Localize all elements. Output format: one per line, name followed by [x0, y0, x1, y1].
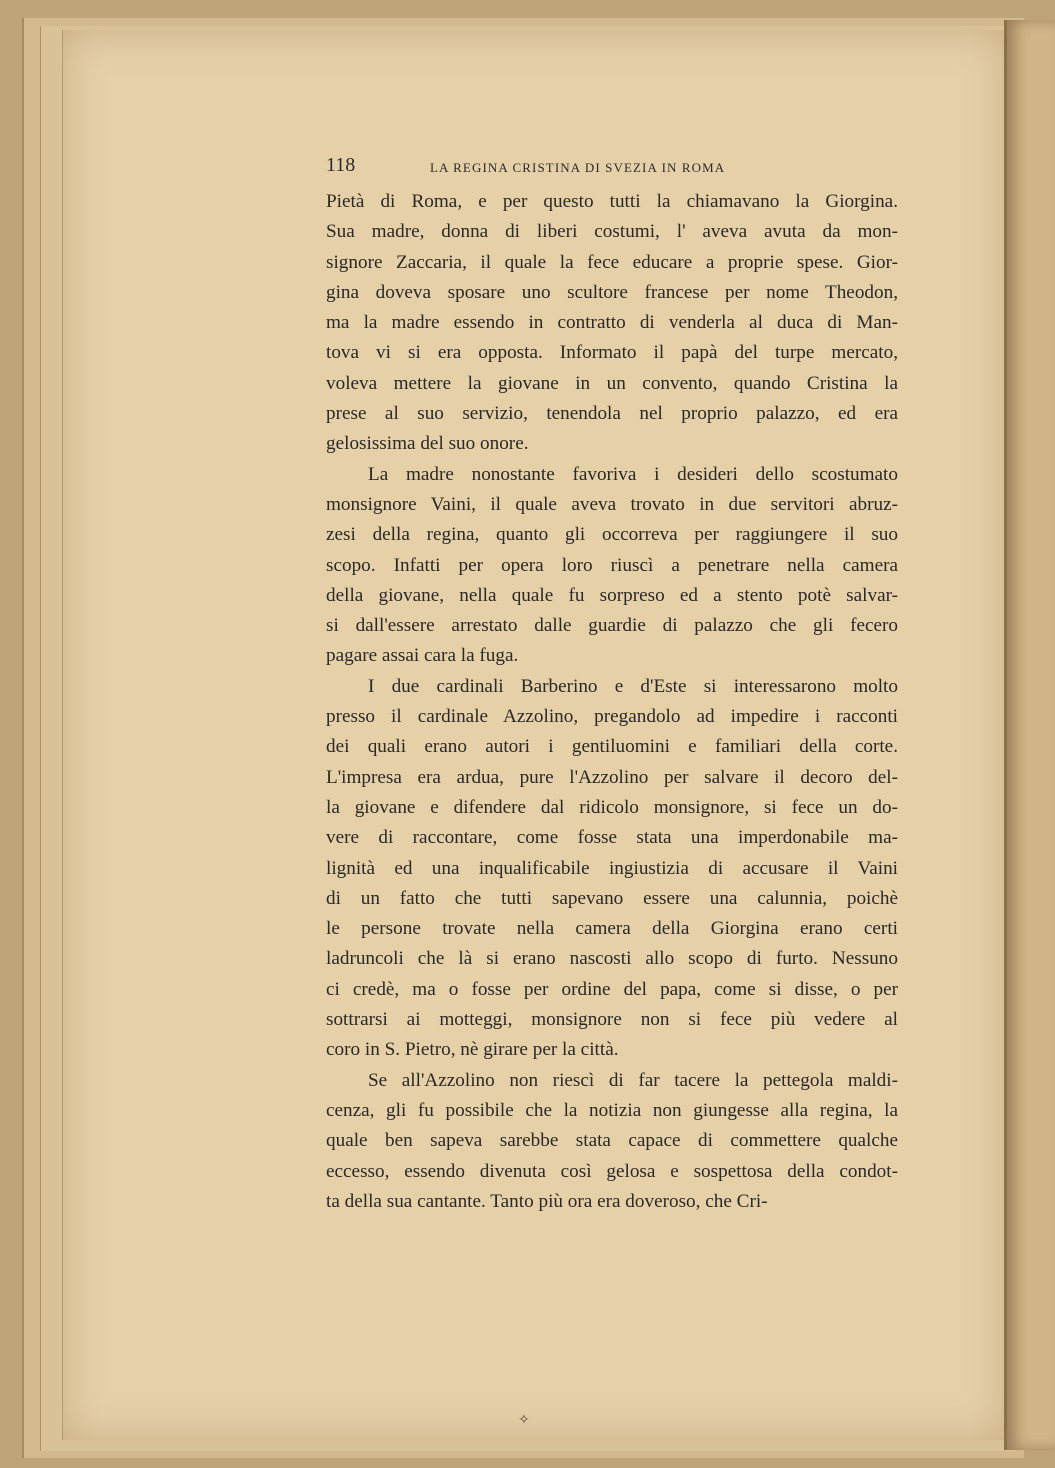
page-header	[326, 154, 901, 184]
text-line: della giovane, nella quale fu sorpreso ed a stento potè salvar-	[326, 584, 898, 606]
text-line: prese al suo servizio, tenendola nel proprio palazzo, ed era	[326, 403, 898, 425]
text-line: signore Zaccaria, il quale la fece educare a proprie spese. Gior-	[326, 251, 898, 273]
ink-speck-decoration: ✧	[518, 1412, 530, 1428]
body-text	[326, 187, 898, 1217]
text-line: gelosissima del suo onore.	[326, 433, 529, 455]
text-line: voleva mettere la giovane in un convento, quando Cristina la	[326, 372, 898, 394]
text-line: La madre nonostante favoriva i desideri dello scostumato	[368, 463, 898, 485]
text-line: monsignore Vaini, il quale aveva trovato in due servitori abruz-	[326, 493, 898, 515]
text-line: ta della sua cantante. Tanto più ora era doveroso, che Cri-	[326, 1190, 768, 1212]
text-line: le persone trovate nella camera della Giorgina erano certi	[326, 918, 898, 940]
text-line: cenza, gli fu possibile che la notizia non giungesse alla regina, la	[326, 1099, 898, 1121]
paragraph	[326, 460, 898, 672]
facing-page-edge	[1004, 20, 1055, 1450]
text-line: ci credè, ma o fosse per ordine del papa, come si disse, o per	[326, 978, 898, 1000]
text-line: presso il cardinale Azzolino, pregandolo ad impedire i racconti	[326, 706, 898, 728]
text-line: pagare assai cara la fuga.	[326, 645, 519, 667]
text-line: vere di raccontare, come fosse stata una imperdonabile ma-	[326, 827, 898, 849]
text-line: zesi della regina, quanto gli occorreva per raggiungere il suo	[326, 524, 898, 546]
text-line: dei quali erano autori i gentiluomini e familiari della corte.	[326, 736, 898, 758]
paragraph	[326, 1066, 898, 1217]
text-line: I due cardinali Barberino e d'Este si interessarono molto	[368, 675, 898, 697]
text-line: ladruncoli che là si erano nascosti allo scopo di furto. Nessuno	[326, 948, 898, 970]
text-line: gina doveva sposare uno scultore francese per nome Theodon,	[326, 281, 898, 303]
text-line: Pietà di Roma, e per questo tutti la chiamavano la Giorgina.	[326, 191, 898, 212]
text-line: tova vi si era opposta. Informato il papà del turpe mercato,	[326, 342, 898, 364]
running-title: LA REGINA CRISTINA DI SVEZIA IN ROMA	[430, 160, 726, 175]
text-line: eccesso, essendo divenuta così gelosa e sospettosa della condot-	[326, 1160, 898, 1182]
text-line: la giovane e difendere dal ridicolo monsignore, si fece un do-	[326, 796, 898, 818]
text-line: lignità ed una inqualificabile ingiustizia di accusare il Vaini	[326, 857, 898, 879]
text-line: di un fatto che tutti sapevano essere una calunnia, poichè	[326, 887, 898, 909]
text-line: si dall'essere arrestato dalle guardie di palazzo che gli fecero	[326, 615, 898, 637]
text-line: L'impresa era ardua, pure l'Azzolino per salvare il decoro del-	[326, 766, 898, 788]
text-line: scopo. Infatti per opera loro riuscì a penetrare nella camera	[326, 554, 898, 576]
text-line: Se all'Azzolino non riescì di far tacere la pettegola maldi-	[368, 1069, 898, 1091]
paragraph	[326, 672, 898, 1066]
paragraph	[326, 187, 898, 460]
text-line: sottrarsi ai motteggi, monsignore non si fece più vedere al	[326, 1009, 898, 1031]
text-line: quale ben sapeva sarebbe stata capace di commettere qualche	[326, 1130, 898, 1152]
page-number: 118	[326, 154, 356, 176]
text-line: Sua madre, donna di liberi costumi, l' aveva avuta da mon-	[326, 221, 898, 243]
text-line: coro in S. Pietro, nè girare per la città.	[326, 1039, 619, 1061]
text-line: ma la madre essendo in contratto di venderla al duca di Man-	[326, 312, 898, 334]
